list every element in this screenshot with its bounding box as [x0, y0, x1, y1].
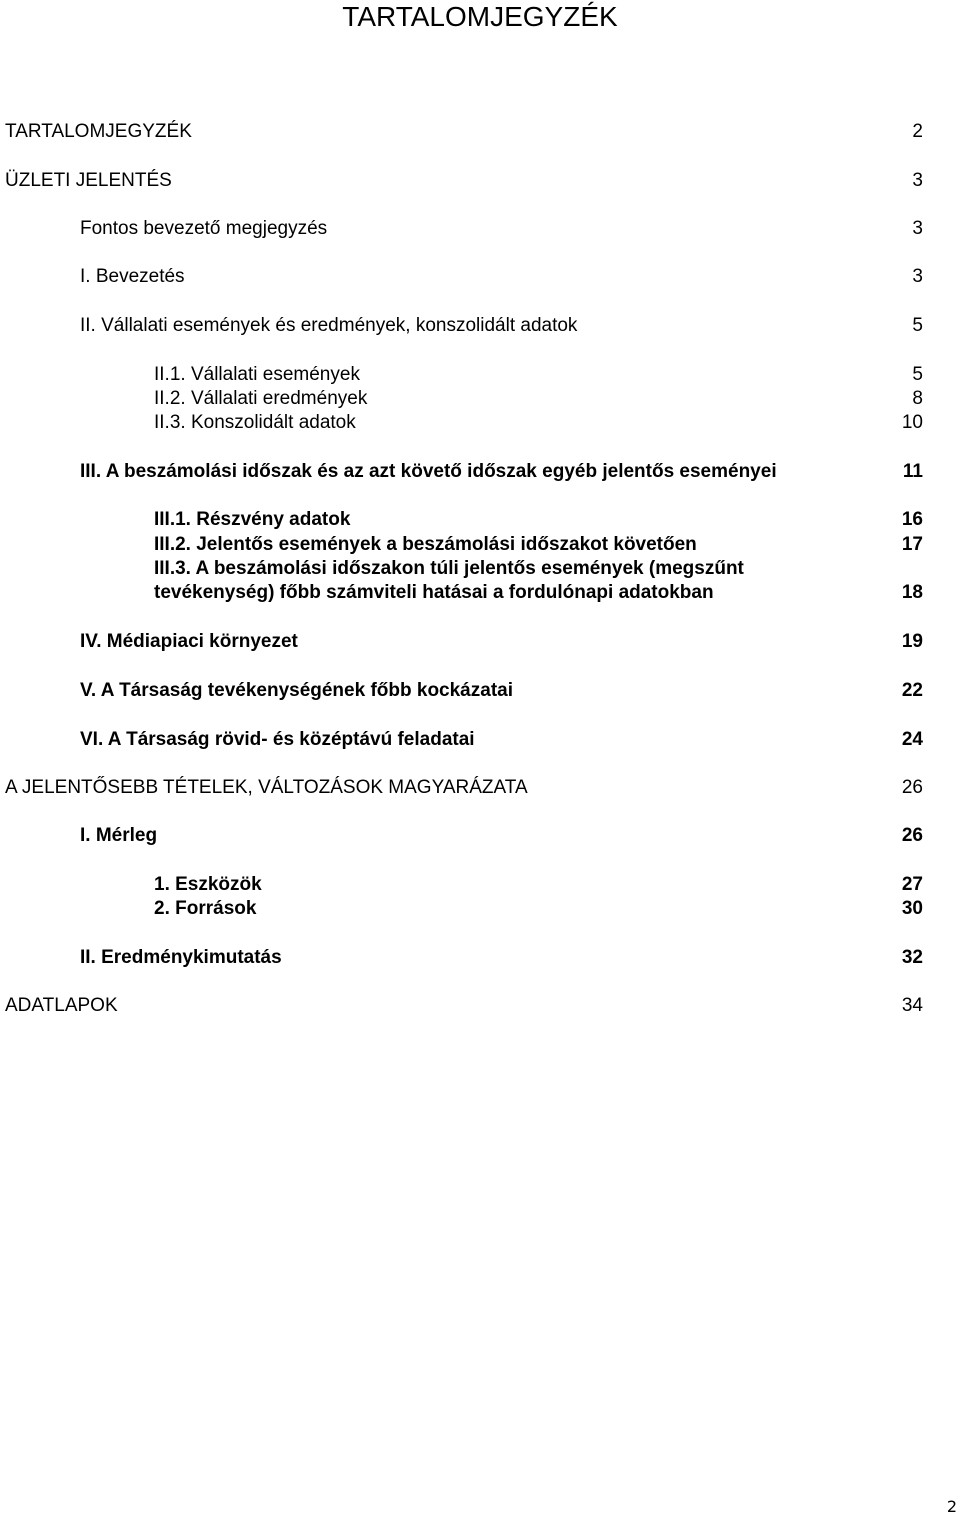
toc-entry-page: 2 [912, 121, 923, 142]
toc-entry-page: 34 [901, 995, 923, 1016]
toc-entry-page: 16 [901, 509, 923, 530]
toc-entry-title: III. A beszámolási időszak és az azt követő időszak egyéb jelentős eseményei [80, 461, 777, 482]
toc-entry-page: 3 [912, 266, 923, 287]
toc-entry-ii-3[interactable] [0, 411, 923, 435]
toc-entry-bevezetes[interactable] [0, 265, 923, 289]
toc-entry-vallalati-esemenyek-eredmenyek[interactable] [0, 314, 923, 338]
toc-entry-title: III.3. A beszámolási időszakon túli jelentős események (megszűnt tevékenység) főbb számviteli hatásai a fordulónapi adatokban [154, 558, 744, 603]
toc-entry-title: III.1. Részvény adatok [154, 509, 351, 530]
toc-entry-adatlapok[interactable] [0, 994, 923, 1018]
toc-entry-ii-2[interactable] [0, 387, 923, 411]
toc-entry-title: 2. Források [154, 898, 257, 919]
toc-entry-title: II. Vállalati események és eredmények, konszolidált adatok [80, 315, 578, 336]
toc-entry-page: 26 [901, 777, 923, 798]
toc-entry-v[interactable] [0, 679, 923, 703]
toc-entry-title: Fontos bevezető megjegyzés [80, 218, 328, 239]
toc-entry-tartalomjegyzek[interactable] [0, 120, 923, 144]
toc-entry-page: 18 [901, 582, 923, 603]
toc-entry-iii-1[interactable] [0, 508, 923, 532]
toc-entry-page: 5 [912, 315, 923, 336]
toc-entry-page: 24 [901, 729, 923, 750]
toc-entry-title: III.2. Jelentős események a beszámolási időszakot követően [154, 534, 697, 555]
toc-entry-title: V. A Társaság tevékenységének főbb kockázatai [80, 680, 513, 701]
toc-entry-forrasok[interactable] [0, 897, 923, 921]
toc-entry-eredmenykimutatas[interactable] [0, 946, 923, 970]
toc-entry-title: 1. Eszközök [154, 874, 262, 895]
toc-entry-page: 26 [901, 825, 923, 846]
toc-entry-page: 22 [901, 680, 923, 701]
toc-entry-iii-2[interactable] [0, 533, 923, 557]
toc-entry-title: TARTALOMJEGYZÉK [5, 121, 192, 142]
toc-entry-jelentosebb-tetelek[interactable] [0, 776, 923, 800]
toc-entry-page: 3 [912, 170, 923, 191]
toc-entry-title: II.3. Konszolidált adatok [154, 412, 356, 433]
toc-entry-page: 19 [901, 631, 923, 652]
toc-entry-page: 3 [912, 218, 923, 239]
toc-entry-iii[interactable] [0, 460, 923, 484]
toc-entry-title: I. Bevezetés [80, 266, 185, 287]
toc-entry-page: 30 [901, 898, 923, 919]
toc-entry-uzleti-jelentes[interactable] [0, 169, 923, 193]
toc-entry-eszkozok[interactable] [0, 873, 923, 897]
toc-entry-vi[interactable] [0, 728, 923, 752]
toc-entry-title: ÜZLETI JELENTÉS [5, 170, 172, 191]
toc-entry-title: A JELENTŐSEBB TÉTELEK, VÁLTOZÁSOK MAGYARÁZATA [5, 777, 528, 798]
toc-entry-page: 8 [912, 388, 923, 409]
page-title: TARTALOMJEGYZÉK [342, 1, 618, 32]
toc-entry-iv[interactable] [0, 630, 923, 654]
toc-entry-merleg[interactable] [0, 824, 923, 848]
toc-entry-ii-1[interactable] [0, 363, 923, 387]
toc-entry-title: II.1. Vállalati események [154, 364, 360, 385]
toc-entry-page: 10 [901, 412, 923, 433]
toc-entry-fontos-bevezeto[interactable] [0, 217, 923, 241]
toc-entry-page: 5 [912, 364, 923, 385]
toc-entry-title: II.2. Vállalati eredmények [154, 388, 368, 409]
toc-entry-title: II. Eredménykimutatás [80, 947, 282, 968]
toc-entry-title: ADATLAPOK [5, 995, 118, 1016]
toc-entry-title: I. Mérleg [80, 825, 158, 846]
toc-entry-iii-3[interactable] [0, 557, 923, 605]
page-number: 2 [946, 1497, 957, 1516]
toc-entry-title: IV. Médiapiaci környezet [80, 631, 298, 652]
toc-entry-page: 27 [901, 874, 923, 895]
toc-entry-page: 11 [902, 461, 923, 482]
toc-entry-page: 32 [901, 947, 923, 968]
toc-entry-title: VI. A Társaság rövid- és középtávú feladatai [80, 729, 475, 750]
toc-entry-page: 17 [901, 534, 923, 555]
